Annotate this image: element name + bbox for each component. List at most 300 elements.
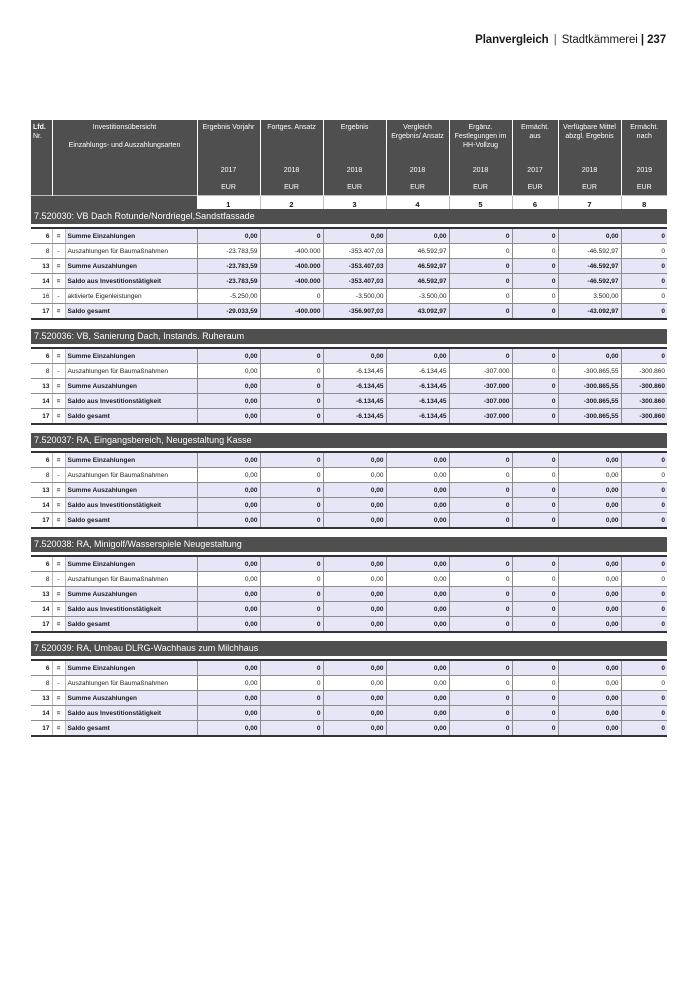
section-table <box>31 224 667 320</box>
value-cell: 0,00 <box>558 660 621 676</box>
unit-cell: EUR <box>512 180 558 196</box>
value-cell: 0,00 <box>558 228 621 244</box>
value-cell: 0,00 <box>558 706 621 721</box>
value-cell: 0 <box>512 691 558 706</box>
value-cell: 0,00 <box>386 706 449 721</box>
table-row <box>31 721 667 737</box>
value-cell: 0,00 <box>323 468 386 483</box>
section-title: 7.520039: RA, Umbau DLRG-Wachhaus zum Milchhaus <box>31 641 667 656</box>
value-cell: 0 <box>512 274 558 289</box>
column-header-5: Ergänz. Festlegungen im HH-Vollzug <box>449 120 512 161</box>
value-cell: 0 <box>260 602 323 617</box>
row-number: 8 <box>31 676 52 691</box>
unit-cell: EUR <box>449 180 512 196</box>
value-cell: 0 <box>260 706 323 721</box>
value-cell: 46.592,97 <box>386 274 449 289</box>
row-operator: = <box>52 556 65 572</box>
value-cell: 0,00 <box>323 513 386 529</box>
value-cell: 0 <box>512 409 558 425</box>
row-label: Summe Einzahlungen <box>65 452 197 468</box>
row-label: Summe Auszahlungen <box>65 379 197 394</box>
value-cell: 0 <box>449 706 512 721</box>
row-operator: = <box>52 721 65 737</box>
column-number: 5 <box>449 196 512 215</box>
value-cell: 0,00 <box>197 602 260 617</box>
value-cell: 0,00 <box>197 364 260 379</box>
value-cell: 0,00 <box>197 483 260 498</box>
table-row <box>31 676 667 691</box>
value-cell: 0 <box>512 721 558 737</box>
row-number: 13 <box>31 587 52 602</box>
value-cell: 0,00 <box>323 556 386 572</box>
row-operator: - <box>52 244 65 259</box>
value-cell: 0,00 <box>197 409 260 425</box>
value-cell: -307.000 <box>449 394 512 409</box>
unit-cell: EUR <box>558 180 621 196</box>
value-cell: -5.250,00 <box>197 289 260 304</box>
row-number: 8 <box>31 468 52 483</box>
value-cell: 0 <box>260 394 323 409</box>
value-cell: -300.860 <box>621 409 667 425</box>
value-cell: 0,00 <box>197 556 260 572</box>
value-cell: 0 <box>621 228 667 244</box>
value-cell: 0 <box>621 676 667 691</box>
column-number: 7 <box>558 196 621 215</box>
value-cell: 0,00 <box>197 228 260 244</box>
row-operator: = <box>52 660 65 676</box>
value-cell: 0,00 <box>386 483 449 498</box>
value-cell: 0 <box>512 348 558 364</box>
year-cell: 2018 <box>449 161 512 180</box>
row-label: Saldo gesamt <box>65 617 197 633</box>
row-label: Summe Auszahlungen <box>65 483 197 498</box>
investment-section <box>31 537 667 633</box>
value-cell: -353.407,03 <box>323 244 386 259</box>
value-cell: 0 <box>621 513 667 529</box>
row-number: 6 <box>31 228 52 244</box>
value-cell: 0 <box>260 617 323 633</box>
value-cell: 0,00 <box>197 706 260 721</box>
value-cell: 0 <box>449 244 512 259</box>
value-cell: 0,00 <box>386 676 449 691</box>
column-number: 1 <box>197 196 260 215</box>
column-header-3: Ergebnis <box>323 120 386 161</box>
year-cell: 2018 <box>260 161 323 180</box>
value-cell: 0,00 <box>197 348 260 364</box>
row-label: Saldo aus Investitionstätigkeit <box>65 498 197 513</box>
value-cell: 0 <box>512 587 558 602</box>
table-row <box>31 452 667 468</box>
description-header <box>52 120 197 161</box>
value-cell: 0 <box>621 498 667 513</box>
value-cell: -300.860 <box>621 379 667 394</box>
table-row <box>31 289 667 304</box>
row-number: 6 <box>31 452 52 468</box>
value-cell: 0 <box>449 348 512 364</box>
header-separator: | <box>553 34 557 46</box>
unit-cell: EUR <box>260 180 323 196</box>
value-cell: 0 <box>260 348 323 364</box>
value-cell: 0,00 <box>323 721 386 737</box>
value-cell: 0 <box>621 259 667 274</box>
value-cell: -307.000 <box>449 379 512 394</box>
report-title: Planvergleich <box>475 34 549 46</box>
value-cell: -400.000 <box>260 259 323 274</box>
row-number: 14 <box>31 706 52 721</box>
value-cell: 0 <box>260 691 323 706</box>
unit-cell: EUR <box>621 180 667 196</box>
row-number: 8 <box>31 364 52 379</box>
row-number: 17 <box>31 513 52 529</box>
value-cell: -300.860 <box>621 394 667 409</box>
row-number: 6 <box>31 660 52 676</box>
row-label: Saldo gesamt <box>65 409 197 425</box>
value-cell: -46.592,97 <box>558 274 621 289</box>
value-cell: -6.134,45 <box>323 409 386 425</box>
value-cell: 0 <box>512 304 558 320</box>
row-operator: - <box>52 468 65 483</box>
value-cell: 0,00 <box>558 691 621 706</box>
row-label: Summe Einzahlungen <box>65 556 197 572</box>
value-cell: 0 <box>260 468 323 483</box>
value-cell: 0,00 <box>386 556 449 572</box>
value-cell: -46.592,97 <box>558 244 621 259</box>
value-cell: -6.134,45 <box>323 394 386 409</box>
value-cell: 0 <box>449 274 512 289</box>
value-cell: -6.134,45 <box>386 364 449 379</box>
value-cell: 0 <box>512 706 558 721</box>
value-cell: -400.000 <box>260 304 323 320</box>
row-number: 14 <box>31 274 52 289</box>
row-label: Summe Auszahlungen <box>65 587 197 602</box>
row-number: 17 <box>31 617 52 633</box>
value-cell: 0 <box>449 587 512 602</box>
value-cell: 0,00 <box>558 452 621 468</box>
value-cell: 0 <box>449 483 512 498</box>
value-cell: -3.500,00 <box>386 289 449 304</box>
value-cell: 0 <box>621 660 667 676</box>
value-cell: 0,00 <box>197 468 260 483</box>
value-cell: 0,00 <box>386 660 449 676</box>
column-header-6: Ermächt. aus <box>512 120 558 161</box>
value-cell: 0,00 <box>558 572 621 587</box>
value-cell: 0 <box>260 556 323 572</box>
value-cell: -29.033,59 <box>197 304 260 320</box>
row-number: 14 <box>31 394 52 409</box>
row-operator: - <box>52 289 65 304</box>
value-cell: 0,00 <box>323 676 386 691</box>
value-cell: 0,00 <box>386 587 449 602</box>
value-cell: 0,00 <box>323 572 386 587</box>
value-cell: 0,00 <box>558 602 621 617</box>
column-number: 8 <box>621 196 667 215</box>
row-number: 14 <box>31 602 52 617</box>
value-cell: 0 <box>260 676 323 691</box>
value-cell: 0 <box>449 572 512 587</box>
value-cell: -307.000 <box>449 409 512 425</box>
table-row <box>31 394 667 409</box>
value-cell: 0 <box>449 468 512 483</box>
value-cell: 0 <box>512 572 558 587</box>
investment-overview-label: Investitionsübersicht <box>92 124 157 131</box>
value-cell: 0 <box>621 274 667 289</box>
value-cell: 0,00 <box>323 602 386 617</box>
row-label: Summe Auszahlungen <box>65 259 197 274</box>
value-cell: 0 <box>449 228 512 244</box>
value-cell: 0 <box>260 364 323 379</box>
value-cell: 0 <box>260 513 323 529</box>
value-cell: 0 <box>512 289 558 304</box>
table-row <box>31 587 667 602</box>
value-cell: -46.592,97 <box>558 259 621 274</box>
value-cell: 0,00 <box>323 691 386 706</box>
page-header <box>475 34 666 46</box>
value-cell: 0 <box>512 379 558 394</box>
value-cell: -300.865,55 <box>558 379 621 394</box>
value-cell: 0 <box>260 228 323 244</box>
value-cell: -353.407,03 <box>323 274 386 289</box>
row-number: 14 <box>31 498 52 513</box>
value-cell: -43.092,97 <box>558 304 621 320</box>
row-label: Summe Einzahlungen <box>65 660 197 676</box>
row-operator: = <box>52 706 65 721</box>
row-label: Saldo aus Investitionstätigkeit <box>65 274 197 289</box>
table-row <box>31 556 667 572</box>
value-cell: 0 <box>449 556 512 572</box>
column-header-1: Ergebnis Vorjahr <box>197 120 260 161</box>
section-table <box>31 656 667 737</box>
value-cell: 0,00 <box>197 394 260 409</box>
unit-cell: EUR <box>197 180 260 196</box>
value-cell: -300.865,55 <box>558 409 621 425</box>
investment-section <box>31 329 667 425</box>
column-number: 6 <box>512 196 558 215</box>
value-cell: 0 <box>449 304 512 320</box>
section-title: 7.520030: VB Dach Rotunde/Nordriegel,Sandstfassade <box>31 209 667 224</box>
row-operator: = <box>52 587 65 602</box>
value-cell: 0 <box>512 452 558 468</box>
section-title: 7.520036: VB, Sanierung Dach, Instands. Ruheraum <box>31 329 667 344</box>
value-cell: 0 <box>260 379 323 394</box>
value-cell: 0 <box>512 617 558 633</box>
value-cell: -356.907,03 <box>323 304 386 320</box>
row-number: 8 <box>31 572 52 587</box>
value-cell: 0,00 <box>558 513 621 529</box>
row-operator: = <box>52 617 65 633</box>
value-cell: 0,00 <box>558 617 621 633</box>
table-row <box>31 513 667 529</box>
row-operator: = <box>52 602 65 617</box>
column-header-2: Fortges. Ansatz <box>260 120 323 161</box>
value-cell: 0,00 <box>323 452 386 468</box>
row-operator: = <box>52 513 65 529</box>
value-cell: -353.407,03 <box>323 259 386 274</box>
value-cell: 0 <box>512 394 558 409</box>
value-cell: 0 <box>512 556 558 572</box>
row-number: 13 <box>31 379 52 394</box>
value-cell: 43.092,97 <box>386 304 449 320</box>
row-operator: - <box>52 364 65 379</box>
table-row <box>31 409 667 425</box>
value-cell: 0,00 <box>558 348 621 364</box>
value-cell: 0 <box>621 556 667 572</box>
value-cell: 0 <box>621 587 667 602</box>
row-label: Summe Einzahlungen <box>65 228 197 244</box>
section-table <box>31 344 667 425</box>
lfd-nr-header <box>31 120 52 161</box>
investment-section <box>31 209 667 320</box>
value-cell: -6.134,45 <box>386 379 449 394</box>
table-row <box>31 364 667 379</box>
row-label: Auszahlungen für Baumaßnahmen <box>65 244 197 259</box>
value-cell: 0 <box>512 259 558 274</box>
row-operator: = <box>52 452 65 468</box>
year-cell: 2017 <box>197 161 260 180</box>
table-row <box>31 244 667 259</box>
value-cell: 0,00 <box>323 617 386 633</box>
value-cell: 0,00 <box>197 572 260 587</box>
value-cell: -300.865,55 <box>558 364 621 379</box>
table-row <box>31 483 667 498</box>
row-operator: - <box>52 676 65 691</box>
value-cell: 0,00 <box>386 617 449 633</box>
value-cell: 0 <box>449 691 512 706</box>
value-cell: 0 <box>621 617 667 633</box>
value-cell: 0,00 <box>323 483 386 498</box>
row-operator: = <box>52 483 65 498</box>
row-label: Auszahlungen für Baumaßnahmen <box>65 364 197 379</box>
table-row <box>31 259 667 274</box>
department-name: Stadtkämmerei <box>561 34 638 46</box>
value-cell: 0,00 <box>197 676 260 691</box>
value-cell: 0 <box>621 602 667 617</box>
row-operator: - <box>52 572 65 587</box>
column-header-table <box>31 120 667 215</box>
value-cell: -400.000 <box>260 274 323 289</box>
value-cell: 0,00 <box>323 706 386 721</box>
row-number: 13 <box>31 259 52 274</box>
table-row <box>31 348 667 364</box>
row-label: Saldo aus Investitionstätigkeit <box>65 706 197 721</box>
row-operator: = <box>52 409 65 425</box>
table-row <box>31 602 667 617</box>
value-cell: 0 <box>512 602 558 617</box>
value-cell: -23.783,59 <box>197 244 260 259</box>
value-cell: 0,00 <box>197 721 260 737</box>
value-cell: 0 <box>449 513 512 529</box>
value-cell: 0,00 <box>197 660 260 676</box>
section-table <box>31 552 667 633</box>
value-cell: 0,00 <box>386 602 449 617</box>
value-cell: 0,00 <box>323 228 386 244</box>
row-number: 13 <box>31 483 52 498</box>
value-cell: 0,00 <box>558 676 621 691</box>
value-cell: 0 <box>621 483 667 498</box>
row-operator: = <box>52 691 65 706</box>
section-title: 7.520037: RA, Eingangsbereich, Neugestaltung Kasse <box>31 433 667 448</box>
value-cell: 0,00 <box>558 498 621 513</box>
lfd-label: Lfd. <box>33 124 46 131</box>
table-row <box>31 691 667 706</box>
row-operator: = <box>52 379 65 394</box>
row-operator: = <box>52 394 65 409</box>
value-cell: 0,00 <box>323 660 386 676</box>
table-row <box>31 660 667 676</box>
value-cell: 0 <box>512 244 558 259</box>
value-cell: 0,00 <box>386 228 449 244</box>
value-cell: 0,00 <box>558 721 621 737</box>
row-number: 17 <box>31 304 52 320</box>
value-cell: -300.865,55 <box>558 394 621 409</box>
unit-cell: EUR <box>386 180 449 196</box>
column-header-4: Vergleich Ergebnis/ Ansatz <box>386 120 449 161</box>
column-header-8: Ermächt. nach <box>621 120 667 161</box>
value-cell: 0,00 <box>386 498 449 513</box>
table-row <box>31 274 667 289</box>
value-cell: 0 <box>449 676 512 691</box>
value-cell: 46.592,97 <box>386 259 449 274</box>
row-label: Saldo gesamt <box>65 721 197 737</box>
value-cell: -300.860 <box>621 364 667 379</box>
year-cell: 2018 <box>386 161 449 180</box>
value-cell: -6.134,45 <box>323 364 386 379</box>
investment-section <box>31 641 667 737</box>
value-cell: 0 <box>512 468 558 483</box>
value-cell: 0 <box>260 572 323 587</box>
value-cell: -23.783,59 <box>197 259 260 274</box>
investment-section <box>31 433 667 529</box>
value-cell: 0 <box>621 348 667 364</box>
section-table <box>31 448 667 529</box>
row-number: 17 <box>31 409 52 425</box>
value-cell: 0,00 <box>323 348 386 364</box>
table-row <box>31 228 667 244</box>
value-cell: 0 <box>621 289 667 304</box>
page-separator: | <box>640 34 644 46</box>
year-cell: 2019 <box>621 161 667 180</box>
row-number: 13 <box>31 691 52 706</box>
page-number: 237 <box>647 34 666 46</box>
value-cell: 0 <box>512 498 558 513</box>
value-cell: 0,00 <box>558 483 621 498</box>
row-label: Summe Auszahlungen <box>65 691 197 706</box>
row-label: Auszahlungen für Baumaßnahmen <box>65 468 197 483</box>
value-cell: 0 <box>449 289 512 304</box>
row-label: Summe Einzahlungen <box>65 348 197 364</box>
value-cell: 0 <box>621 691 667 706</box>
value-cell: 0 <box>621 468 667 483</box>
table-row <box>31 617 667 633</box>
value-cell: 0 <box>621 706 667 721</box>
column-number: 4 <box>386 196 449 215</box>
row-label: Saldo aus Investitionstätigkeit <box>65 394 197 409</box>
unit-cell: EUR <box>323 180 386 196</box>
column-header-7: Verfügbare Mittel abzgl. Ergebnis <box>558 120 621 161</box>
value-cell: 3.500,00 <box>558 289 621 304</box>
value-cell: 0 <box>260 409 323 425</box>
row-label: Saldo gesamt <box>65 513 197 529</box>
value-cell: 0,00 <box>558 587 621 602</box>
table-row <box>31 706 667 721</box>
value-cell: -6.134,45 <box>323 379 386 394</box>
value-cell: 0,00 <box>197 617 260 633</box>
value-cell: 0 <box>260 452 323 468</box>
value-cell: 0,00 <box>386 452 449 468</box>
value-cell: 0,00 <box>197 587 260 602</box>
row-label: Auszahlungen für Baumaßnahmen <box>65 572 197 587</box>
value-cell: 0 <box>621 304 667 320</box>
row-label: Auszahlungen für Baumaßnahmen <box>65 676 197 691</box>
